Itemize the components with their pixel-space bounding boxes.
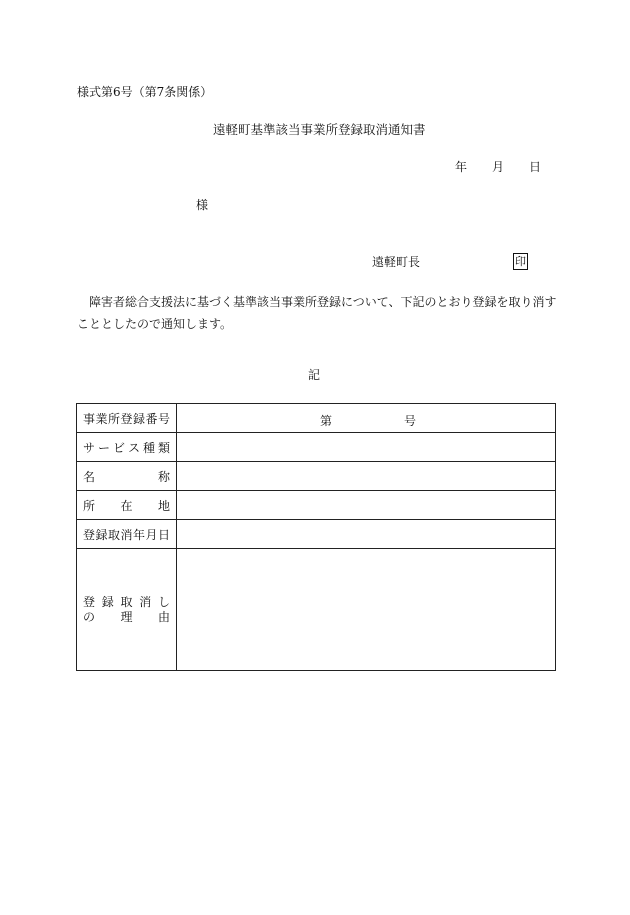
- value-address[interactable]: [177, 491, 556, 520]
- date-day-label: 日: [529, 160, 542, 174]
- details-table: [76, 403, 556, 671]
- value-service-type[interactable]: [177, 433, 556, 462]
- registration-number-prefix: 第: [320, 414, 333, 428]
- table-row-cancellation-date: [77, 520, 556, 549]
- table-row-cancellation-reason: [77, 549, 556, 671]
- table-row-registration-number: [77, 404, 556, 433]
- label-service-type: サービス種類: [77, 433, 177, 462]
- table-row-name: [77, 462, 556, 491]
- label-name: 名称: [77, 462, 177, 491]
- label-registration-number: 事業所登録番号: [77, 404, 177, 433]
- document-title: 遠軽町基準該当事業所登録取消通知書: [213, 122, 426, 137]
- value-registration-number[interactable]: [177, 404, 556, 433]
- label-cancellation-date: 登録取消年月日: [77, 520, 177, 549]
- value-cancellation-reason[interactable]: [177, 549, 556, 671]
- label-cancellation-reason: [77, 549, 177, 671]
- date-month-label: 月: [492, 160, 505, 174]
- issuer-name: 遠軽町長: [372, 255, 421, 269]
- value-cancellation-date[interactable]: [177, 520, 556, 549]
- ki-heading: 記: [308, 368, 321, 382]
- notice-body-text: 障害者総合支援法に基づく基準該当事業所登録について、下記のとおり登録を取り消すこととしたので通知します。: [77, 295, 557, 331]
- label-address: 所在地: [77, 491, 177, 520]
- label-cancellation-reason-line1: 登録取消し: [83, 594, 170, 609]
- date-year-label: 年: [455, 160, 468, 174]
- value-name[interactable]: [177, 462, 556, 491]
- table-row-address: [77, 491, 556, 520]
- form-number: 様式第6号（第7条関係）: [77, 85, 213, 99]
- registration-number-suffix: 号: [404, 414, 417, 428]
- table-row-service-type: [77, 433, 556, 462]
- recipient-honorific: 様: [196, 198, 209, 212]
- seal-stamp-box: 印: [515, 255, 526, 268]
- label-cancellation-reason-line2: の理由: [83, 609, 170, 624]
